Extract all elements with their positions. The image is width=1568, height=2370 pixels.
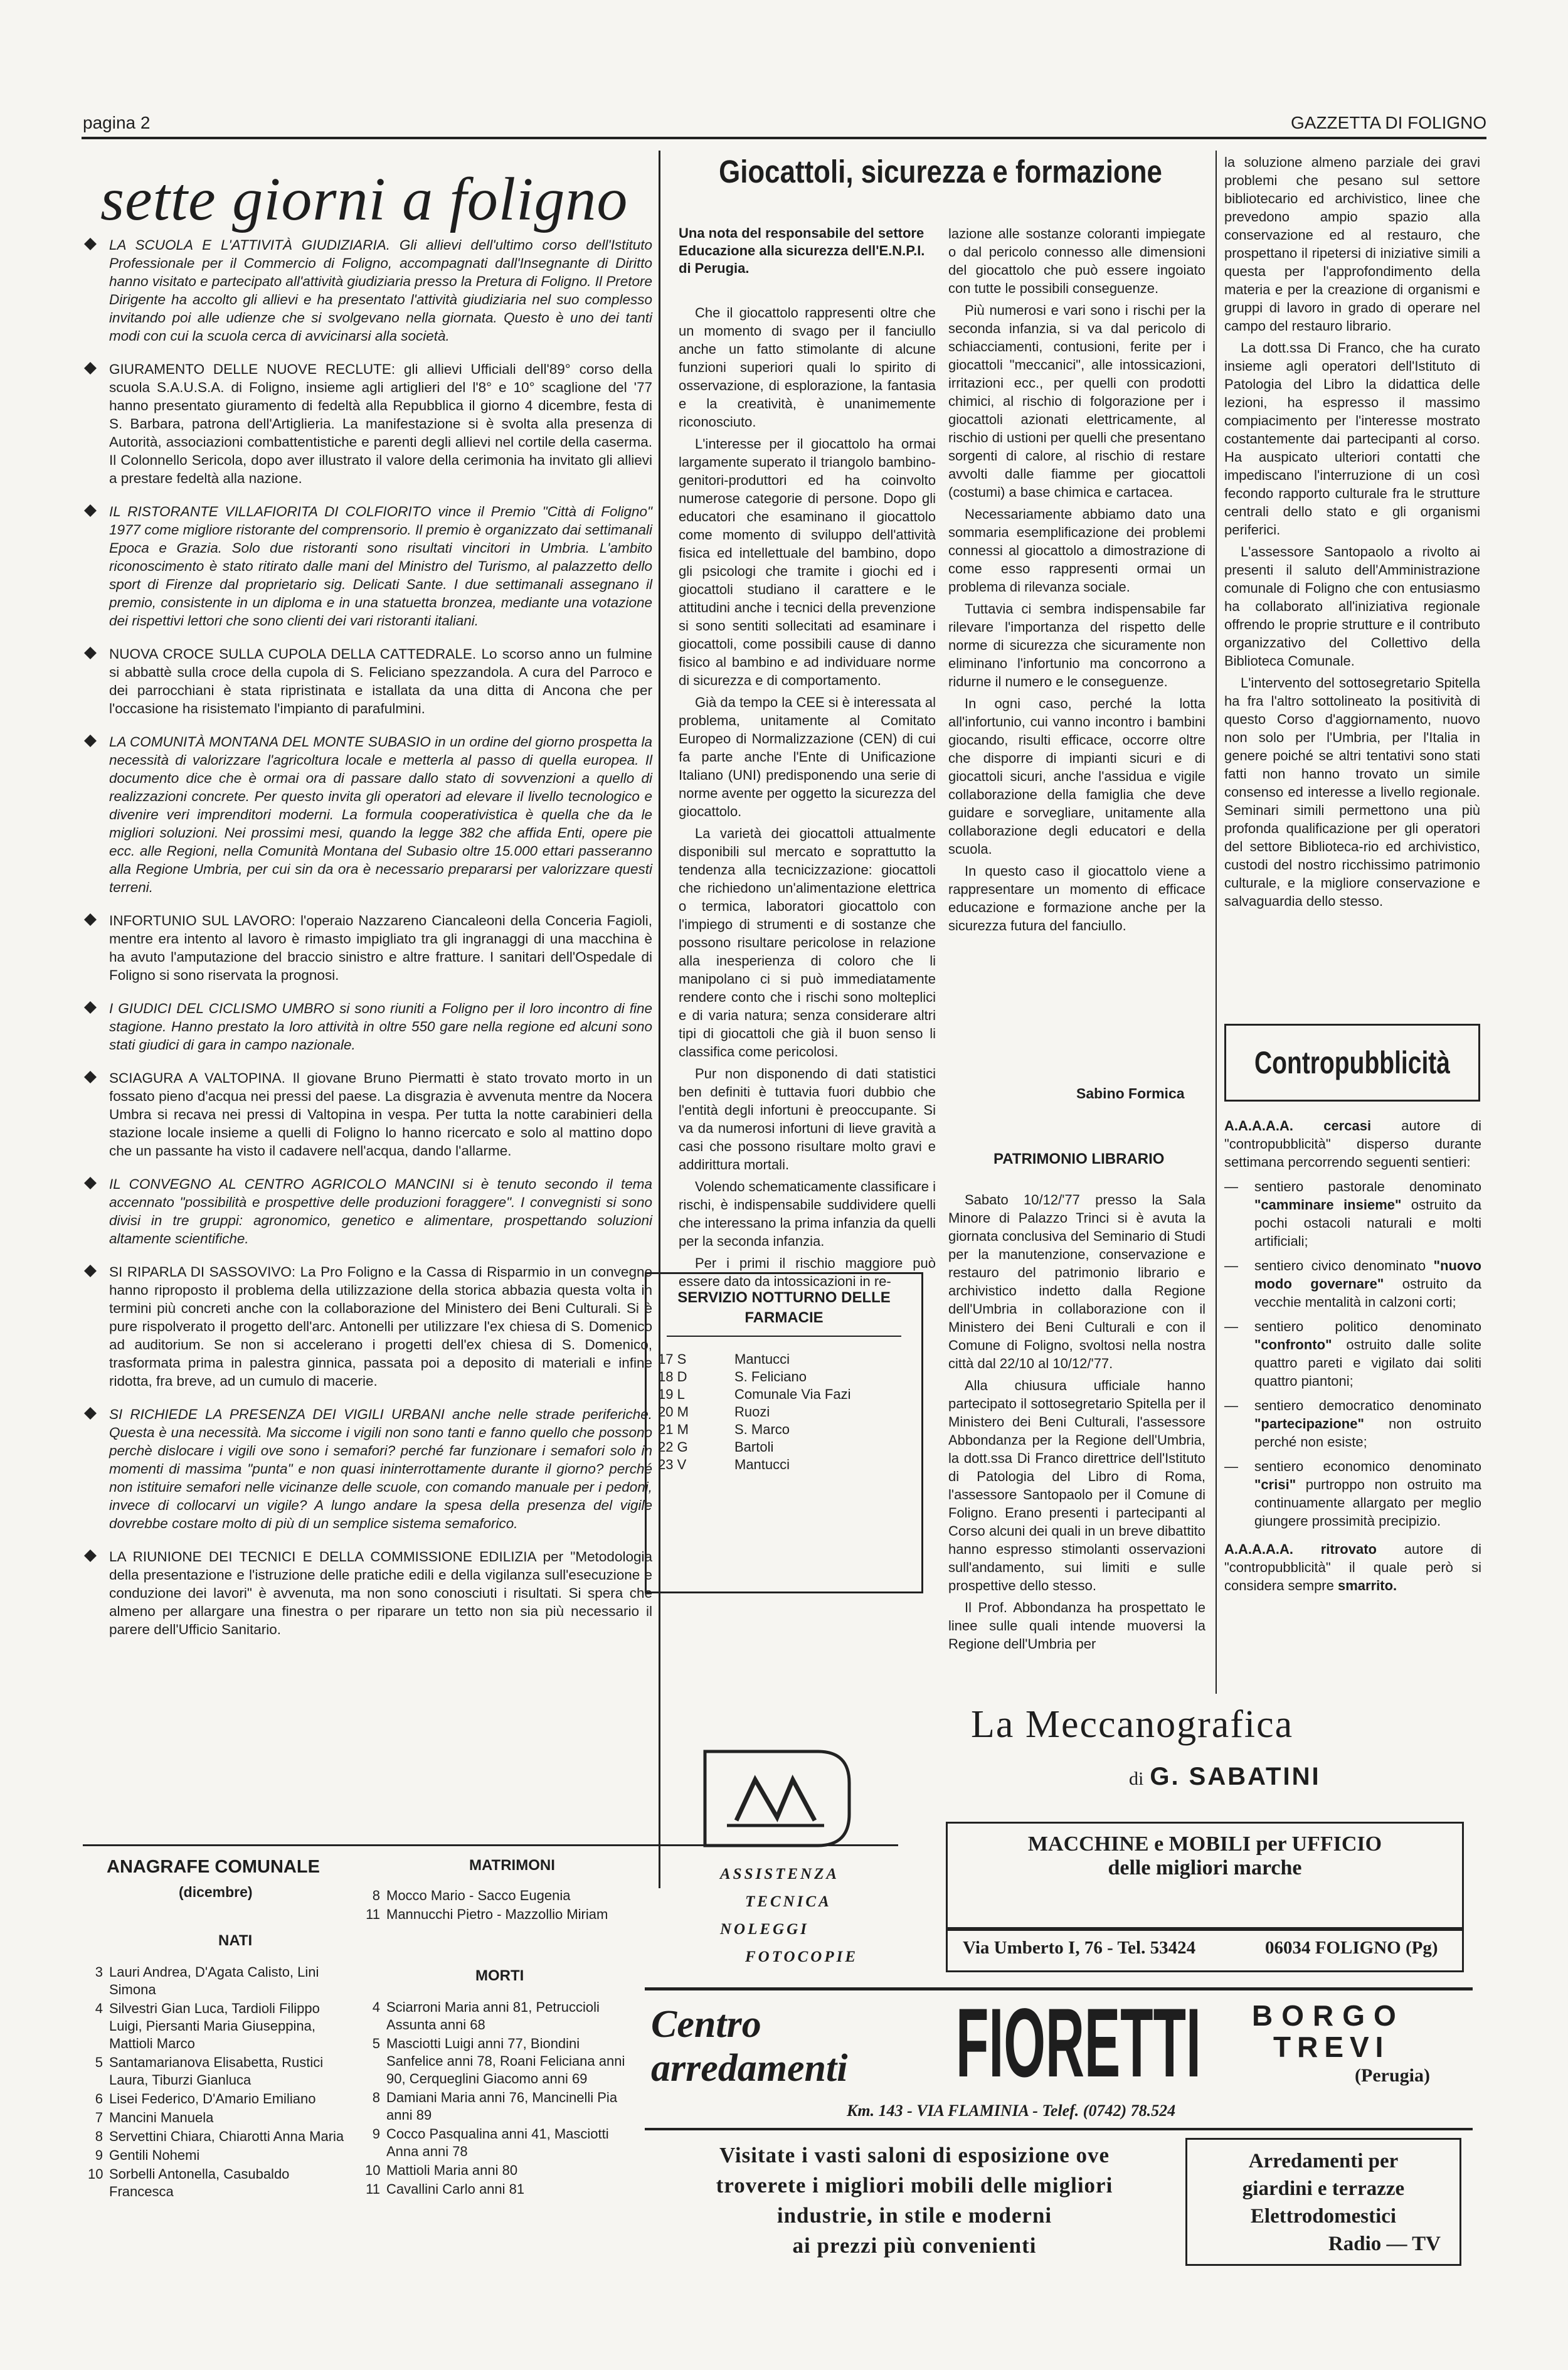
news-column: [83, 236, 652, 1654]
nati-day: 9: [95, 2147, 103, 2163]
nati-names: Lisei Federico, D'Amario Emiliano: [109, 2091, 316, 2107]
nati-names: Lauri Andrea, D'Agata Calisto, Lini Simona: [109, 1964, 319, 1997]
nati-entry: [88, 2165, 351, 2201]
item-bold: "partecipazione": [1254, 1416, 1364, 1432]
morti-day: 5: [372, 2036, 380, 2051]
contropubblicita-item: [1224, 1457, 1481, 1530]
paragraph: In questo caso il giocattolo viene a rappresentare un momento di efficace educazione e formazione anche per la sicurezza futura del fanciullo.: [948, 863, 1205, 933]
nati-entry: [88, 2054, 351, 2089]
morti-entry: [365, 2181, 628, 2198]
fioretti-trevi: TREVI: [1273, 2031, 1390, 2063]
item-pre: sentiero pastorale denominato: [1254, 1179, 1481, 1194]
pharmacy-day: 21 M: [658, 1421, 689, 1437]
nati-list: [88, 1963, 351, 2202]
column-divider-mid: [1216, 151, 1217, 1694]
ad-meccanografica-box-line1: MACCHINE e MOBILI per UFFICIO: [1027, 1832, 1382, 1856]
news-item-text: NUOVA CROCE SULLA CUPOLA DELLA CATTEDRALE. Lo scorso anno un fulmine si abbattè sulla croce della cupola di S. Feliciano spezzandola. A cura del Parroco e dei parrocchiani è stata ripristinata e istallata da una ditta di Ancona che per l'occasione ha risistemato l'impianto di parafulmini.: [109, 646, 652, 716]
pharmacy-day: 23 V: [658, 1457, 687, 1472]
fioretti-line: ai prezzi più convenienti: [792, 2233, 1037, 2258]
item-bold: "confronto": [1254, 1337, 1332, 1352]
nati-entry: [88, 2128, 351, 2145]
matrimoni-names: Mannucchi Pietro - Mazzollio Miriam: [386, 1906, 608, 1922]
ad-meccanografica-owner-name: G. SABATINI: [1150, 1763, 1321, 1790]
pharmacy-row: [654, 1456, 854, 1474]
dash-mark: —: [1224, 1319, 1238, 1334]
nati-names: Mancini Manuela: [109, 2110, 214, 2125]
news-item: [83, 1263, 652, 1390]
pharmacy-day: 19 L: [658, 1386, 685, 1402]
service-line: FOTOCOPIE: [745, 1948, 859, 1965]
fioretti-borgo: BORGO: [1252, 1999, 1405, 2032]
paragraph: L'intervento del sottosegretario Spitella ha fra l'altro sottolineato la positività di questo Corso d'aggiornamento, nuovo non solo per l'Umbria, per l'Italia in genere poiché se altri tentativi sono stati fatti non hanno trovato un simile consenso ed interesse a livello regionale. Seminari simili permettono una più profonda qualificazione per gli operatori del settore Biblioteca-rio ed archivistico, custodi del nostro ricchissimo patrimonio culturale, e la migliore conservazione e salvaguardia dello stesso.: [1224, 675, 1480, 909]
news-item: [83, 1548, 652, 1639]
news-item-text: IL RISTORANTE VILLAFIORITA DI COLFIORITO vince il Premio "Città di Foligno" 1977 come migliore ristorante del comprensorio. Il premio è organizzato dai settimanali Epoca e Grazia. Solo due ristoranti sono risultati vincitori in Umbria. L'ambito riconoscimento è stato ritirato dalle mani del Ministro del Turismo, al palazzetto dello sport di Firenze dal proprietario sig. Delicati Sante. I due settimanali assegnano il premio, consistente in un diploma e in una statuetta bronzea, mediante una votazione dei rispettivi lettori che sono clienti dei vari ristoranti italiani.: [109, 504, 652, 629]
news-item: [83, 1175, 652, 1248]
ad-meccanografica-di: di: [1129, 1768, 1144, 1789]
dash-mark: —: [1224, 1179, 1238, 1194]
pharmacy-row: [654, 1368, 854, 1386]
ad-meccanografica-owner: [1129, 1762, 1321, 1791]
dash-mark: —: [1224, 1398, 1238, 1413]
fioretti-box-2: giardini e terrazze: [1242, 2177, 1405, 2200]
morti-names: Mattioli Maria anni 80: [386, 2162, 518, 2178]
pharmacy-name: Mantucci: [734, 1457, 790, 1472]
patrimonio-column-1: [948, 1191, 1205, 1657]
article-column-2: [948, 225, 1205, 938]
diamond-bullet-icon: [84, 238, 97, 250]
contropubblicita-items: [1224, 1177, 1481, 1530]
contropubblicita-item: [1224, 1396, 1481, 1451]
pharmacy-name: S. Feliciano: [734, 1369, 807, 1384]
nati-day: 7: [95, 2110, 103, 2125]
fioretti-line: Visitate i vasti saloni di esposizione ove: [719, 2143, 1110, 2167]
patrimonio-title: PATRIMONIO LIBRARIO: [993, 1150, 1165, 1167]
article-author: Sabino Formica: [1076, 1085, 1185, 1102]
nati-names: Santamarianova Elisabetta, Rustici Laura, Tiburzi Gianluca: [109, 2054, 324, 2088]
morti-day: 4: [372, 1999, 380, 2015]
contropubblicita-title-box: [1224, 1024, 1480, 1102]
news-item-text: I GIUDICI DEL CICLISMO UMBRO si sono riuniti a Foligno per il loro incontro di fine stagione. Hanno prestato la loro attività in oltre 550 gare nella regione ed alcuni sono stati giudici di gara in campo nazionale.: [109, 1001, 652, 1053]
nati-day: 8: [95, 2128, 103, 2144]
news-item: [83, 911, 652, 984]
morti-names: Sciarroni Maria anni 81, Petruccioli Assunta anni 68: [386, 1999, 600, 2033]
ad-meccanografica-city: 06034 FOLIGNO (Pg): [1265, 1938, 1438, 1958]
pharmacy-name: S. Marco: [734, 1421, 790, 1437]
paragraph: L'assessore Santopaolo a rivolto ai presenti il saluto dell'Amministrazione comunale di Foligno che con entusiasmo ha collaborato all'iniziativa regionale offrendo le proprie strutture e il contributo organizzativo del Collettivo della Biblioteca Comunale.: [1224, 544, 1480, 669]
anagrafe-subtitle: (dicembre): [179, 1884, 253, 1900]
fioretti-text: [651, 2140, 1178, 2261]
pharmacy-name: Mantucci: [734, 1351, 790, 1367]
contropubblicita-title: Contropubblicità: [1254, 1045, 1450, 1080]
news-item: [83, 1069, 652, 1160]
matrimoni-day: 11: [366, 1906, 380, 1922]
nati-entry: [88, 2000, 351, 2053]
fioretti-mid-rule: [645, 2128, 1473, 2130]
paragraph: La varietà dei giocattoli attualmente disponibili sul mercato e soprattutto la tendenza alla tecnicizzazione: giocattoli che richiedono un'alimentazione elettrica o termica, laboratori giocattolo con l'impiego di strumenti e di sostanze che possono risultare pericolose in relazione alla inesperienza di coloro che li manipolano ci si può immediatamente rendere conto che i rischi sono molteplici e di varia natura; senza considerare altri tipi di giocattoli che già il buon senso li classifica come pericolosi.: [679, 826, 936, 1060]
morti-names: Masciotti Luigi anni 77, Biondini Sanfelice anni 78, Roani Feliciana anni 90, Cerqueglini Giacomo anni 69: [386, 2036, 625, 2086]
header-rule: [82, 137, 1486, 139]
contropubblicita-body: [1224, 1117, 1481, 1598]
nati-day: 10: [88, 2166, 103, 2182]
nati-day: 6: [95, 2091, 103, 2107]
pharmacy-row: [654, 1386, 854, 1403]
ad-meccanografica-box: [946, 1822, 1464, 1931]
morti-entry: [365, 1999, 628, 2034]
matrimoni-title: MATRIMONI: [469, 1857, 555, 1874]
morti-entry: [365, 2035, 628, 2088]
paragraph: Già da tempo la CEE si è interessata al problema, unitamente al Comitato Europeo di Normalizzazione (CEN) di cui fa parte anche l'Ente di Unificazione Italiano (UNI) predisponendo una serie di norme avente per oggetto la sicurezza del giocattolo.: [679, 694, 936, 819]
morti-day: 8: [372, 2090, 380, 2105]
paragraph: Il Prof. Abbondanza ha prospettato le linee sulle quali intende muoversi la Regione dell'Umbria per: [948, 1600, 1205, 1652]
ad-meccanografica-address: Via Umberto I, 76 - Tel. 53424: [963, 1938, 1196, 1958]
diamond-bullet-icon: [84, 1265, 97, 1277]
diamond-bullet-icon: [84, 504, 97, 517]
diamond-bullet-icon: [84, 1001, 97, 1014]
contropubblicita-outro-end: smarrito.: [1338, 1578, 1397, 1593]
pharmacy-name: Bartoli: [734, 1439, 774, 1455]
column-divider-left: [659, 151, 660, 1888]
paragraph: Più numerosi e vari sono i rischi per la seconda infanzia, si va dal pericolo di schiacciamenti, contusioni, ferite per i giocattoli "meccanici", alle intossicazioni, irritazioni ecc., per quelli con prodotti chimici, al rischio di folgorazione per i giocattoli azionati elettricamente, al rischio di ustioni per quelli che presentano sorgenti di calore, al rischio di restare avvolti dalle fiamme per giocattoli (costumi) a base chimica e cartacea.: [948, 302, 1205, 500]
ad-meccanografica-box-line2: delle migliori marche: [1108, 1856, 1302, 1879]
morti-day: 10: [365, 2162, 381, 2178]
diamond-bullet-icon: [84, 1177, 97, 1189]
news-item-text: GIURAMENTO DELLE NUOVE RECLUTE: gli allievi Ufficiali dell'89° corso della scuola S.A.U.S.A. di Foligno, insieme agli artiglieri del l'8° e 10° scaglione del '77 hanno presentato giuramento di fedeltà alla Repubblica il giorno 4 dicembre, festa di S. Barbara, patrona dell'Artiglieria. La manifestazione si è svolta alla presenza di Autorità, associazioni combattentistiche e parenti degli allievi nel cortile della caserma. Il Colonnello Sericola, dopo aver illustrato il valore della cerimonia ha invitato gli allievi a prestare fedeltà alla nazione.: [109, 361, 652, 486]
fioretti-left-2: arredamenti: [651, 2047, 848, 2090]
pharmacy-day: 22 G: [658, 1439, 688, 1455]
section-title: sette giorni a foligno: [100, 166, 628, 233]
contropubblicita-intro: autore di "contropubblicità" disperso durante settimana percorrendo seguenti sentieri:: [1224, 1118, 1481, 1170]
item-pre: sentiero politico denominato: [1254, 1319, 1481, 1334]
contropubblicita-item: [1224, 1257, 1481, 1311]
morti-list: [365, 1999, 628, 2199]
news-item: [83, 645, 652, 718]
paper-name: GAZZETTA DI FOLIGNO: [1291, 113, 1487, 132]
news-item-text: SI RIPARLA DI SASSOVIVO: La Pro Foligno e la Cassa di Risparmio in un convegno hanno riproposto il problema della utilizzazione della storica abbazia questa volta in termini più concreti anche con la collaborazione del Ministero dei Beni Culturali. Si è pure rispolverato il progetto dell'arc. Antonelli per utilizzare l'ex chiesa di S. Domenico ad auditorium. Se non si accelerano i progetti dell'ex chiesa di S. Domenico, trasformata prima in palestra ginnica, passata poi a deposito di materiali e infine ridotta, fra breve, ad un cumulo di macerie.: [109, 1264, 652, 1389]
item-post: ostruito da vecchie mentalità in calzoni corti;: [1254, 1276, 1481, 1310]
diamond-bullet-icon: [84, 647, 97, 659]
diamond-bullet-icon: [84, 1071, 97, 1083]
news-item-text: INFORTUNIO SUL LAVORO: l'operaio Nazzareno Ciancaleoni della Conceria Fagioli, mentre era intento al lavoro è rimasto impigliato tra gli ingranaggi di una macchina è ha avuto l'amputazione del braccio sinistro e altre fratture. I sanitari dell'Ospedale di Foligno si sono riservata la prognosi.: [109, 913, 652, 983]
morti-entry: [365, 2125, 628, 2160]
contropubblicita-item: [1224, 1177, 1481, 1250]
pharmacy-day: 20 M: [658, 1404, 689, 1420]
nati-names: Silvestri Gian Luca, Tardioli Filippo Luigi, Piersanti Maria Giuseppina, Mattioli Marco: [109, 2001, 320, 2051]
item-bold: "camminare insieme": [1254, 1197, 1402, 1213]
news-item: [83, 502, 652, 630]
pharmacy-day: 17 S: [658, 1351, 687, 1367]
item-pre: sentiero democratico denominato: [1254, 1398, 1481, 1413]
news-item-text: LA SCUOLA E L'ATTIVITÀ GIUDIZIARIA. Gli allievi dell'ultimo corso dell'Istituto Professionale per il Commercio di Foligno, accompagnati dall'Insegnante di Diritto hanno visitato e partecipato all'attività giudiziaria presso la Pretura di Foligno. Il Pretore Dirigente ha accolto gli allievi e ha presentato l'attività giudiziaria nel suo complesso invitando poi alle udienze che si svolgevano nella giornata. Questo è uno dei tanti modi con cui la scuola cerca di avvicinarsi alla società.: [109, 237, 653, 344]
paragraph: Alla chiusura ufficiale hanno partecipato il sottosegretario Spitella per il Ministero dei Beni Culturali, l'assessore Abbondanza per la Regione dell'Umbria, la dott.ssa Di Franco direttrice dell'Istituto di Patologia del Libro di Roma, l'assessore Santopaolo per il Comune di Foligno. Erano presenti i partecipanti al Corso alcuni dei quali in un breve dibattito hanno espresso stimolanti osservazioni sull'andamento, sui limiti e sulle prospettive dello stesso.: [948, 1378, 1205, 1593]
news-item-text: SI RICHIEDE LA PRESENZA DEI VIGILI URBANI anche nelle strade periferiche. Questa è una necessità. Ma siccome i vigili non sono tanti e fanno quello che possono perchè dislocare i vigili ove sono i semafori? perché far funzionare i semafori solo in momenti di massima "punta" e non quasi ininterrottamente durante il giorno? perché non istituire semafori nelle vicinanze delle scuole, con comando manuale per i pedoni, invece di collocarvi un vigile? A lungo andare la spesa della presenza del vigile dovrebbe costare molto di più di un semplice sistema semaforico.: [109, 1406, 652, 1531]
matrimoni-day: 8: [372, 1888, 380, 1903]
paragraph: lazione alle sostanze coloranti impiegate o dal pericolo connesso alle dimensioni del giocattolo che può essere ingoiato con tutte le possibili conseguenze.: [948, 226, 1205, 296]
contropubblicita-item: [1224, 1317, 1481, 1390]
paragraph: La dott.ssa Di Franco, che ha curato insieme agli operatori dell'Istituto di Patologia del Libro la didattica delle lezioni, ha espresso il massimo compiacimento per l'interesse mostrato costantemente dai partecipanti al corso. Ha auspicato ulteriori contatti che impediscano l'interruzione di un così fecondo rapporto culturale fra le strutture centrali dello stato e gli organismi periferici.: [1224, 340, 1480, 538]
ad-meccanografica-name: La Meccanografica: [971, 1703, 1294, 1746]
paragraph: Tuttavia ci sembra indispensabile far rilevare l'importanza del rispetto delle norme di sicurezza che sicuramente non eliminano l'infortunio ma concorrono a ridurne il numero e le conseguenze.: [948, 601, 1205, 689]
fioretti-perugia: (Perugia): [1355, 2065, 1430, 2086]
pharmacy-row: [654, 1438, 854, 1456]
news-item: [83, 360, 652, 487]
matrimoni-entry: [365, 1906, 628, 1923]
fioretti-box-1: Arredamenti per: [1248, 2150, 1399, 2172]
article-column-1: [679, 304, 936, 1294]
paragraph: Per i primi il rischio maggiore può essere dato da intossicazioni in re-: [679, 1255, 936, 1289]
ad-meccanografica-services: [720, 1861, 908, 1971]
news-item-text: LA RIUNIONE DEI TECNICI E DELLA COMMISSIONE EDILIZIA per "Metodologia della presentazione e l'istruzione delle pratiche edili e della vigilanza sull'esecuzione e conduzione dei lavori" è avvenuta, ma non sono conosciuti i risultati. Si spera che almeno per allargare una finestra o per riparare un tetto non sia più necessario il parere dell'Ufficio Sanitario.: [109, 1549, 652, 1637]
morti-names: Cocco Pasqualina anni 41, Masciotti Anna anni 78: [386, 2126, 609, 2159]
pharmacy-table: [654, 1351, 854, 1474]
news-item-text: SCIAGURA A VALTOPINA. Il giovane Bruno Piermatti è stato trovato morto in un fossato pieno d'acqua nei pressi del paese. La disgrazia è avvenuta mentre da Nocera Umbra si recava nei pressi di Valtopina in vespa. Per tutta la notte carabinieri della stazione locale insieme a quelli di Foligno lo hanno ricercato e solo al mattino dopo che un passante ha visto il cadavere nell'acqua, dando l'allarme.: [109, 1070, 652, 1159]
nati-names: Sorbelli Antonella, Casubaldo Francesca: [109, 2166, 290, 2199]
nati-entry: [88, 1963, 351, 1999]
morti-day: 9: [372, 2126, 380, 2142]
service-line: NOLEGGI: [720, 1921, 809, 1938]
nati-day: 4: [95, 2001, 103, 2016]
item-post: ostruito dalle solite quattro pareti e vigilato dai soliti quattro piantoni;: [1254, 1337, 1481, 1389]
news-item-text: IL CONVEGNO AL CENTRO AGRICOLO MANCINI si è tenuto secondo il tema accennato "possibilità e prospettive delle produzioni foraggere". I convegnisti si sono divisi in tre gruppi: agronomico, genetico e alimentare, prospettando soluzioni altamente scientifiche.: [109, 1176, 652, 1246]
nati-title: NATI: [218, 1932, 253, 1949]
item-post: purtroppo non ostruito ma continuamente allargato per meglio giungere prossimità precipizio.: [1254, 1477, 1481, 1529]
matrimoni-entry: [365, 1887, 628, 1905]
anagrafe-title: ANAGRAFE COMUNALE: [107, 1857, 320, 1877]
ad-meccanografica-logo: [692, 1745, 856, 1852]
item-bold: "nuovo modo governare": [1254, 1258, 1481, 1292]
diamond-bullet-icon: [84, 735, 97, 747]
diamond-bullet-icon: [84, 1549, 97, 1562]
patrimonio-column-2: [1224, 153, 1480, 914]
news-item: [83, 1405, 652, 1533]
contropubblicita-outro: autore di "contropubblicità" il quale però si considera sempre: [1224, 1541, 1481, 1593]
morti-title: MORTI: [475, 1967, 524, 1984]
contropubblicita-intro-bold: A.A.A.A.A. cercasi: [1224, 1118, 1372, 1134]
matrimoni-names: Mocco Mario - Sacco Eugenia: [386, 1888, 571, 1903]
paragraph: la soluzione almeno parziale dei gravi problemi che pesano sul settore bibliotecario ed archivistico, linee che prevedono ampio spazio alla conservazione ed al restauro, che prospettano il ripetersi di iniziative simili a questa per l'approfondimento della materia e per la creazione di organismi e gruppi di lavoro in grado di operare nel campo del restauro librario.: [1224, 154, 1480, 334]
paragraph: Necessariamente abbiamo dato una sommaria esemplificazione dei problemi connessi al giocattolo a dimostrazione di come esso rappresenti ormai un problema di rilevanza sociale.: [948, 506, 1205, 595]
fioretti-left-1: Centro: [651, 2003, 761, 2046]
news-item: [83, 999, 652, 1054]
fioretti-box-3: Elettrodomestici: [1250, 2205, 1397, 2228]
fioretti-brand: FIORETTI: [956, 1989, 1201, 2098]
diamond-bullet-icon: [84, 913, 97, 926]
service-line: ASSISTENZA: [720, 1866, 840, 1883]
pharmacy-name: Comunale Via Fazi: [734, 1386, 851, 1402]
article-title: Giocattoli, sicurezza e formazione: [719, 154, 1162, 189]
morti-entry: [365, 2089, 628, 2124]
paragraph: Sabato 10/12/'77 presso la Sala Minore di Palazzo Trinci si è avuta la giornata conclusiva del Seminario di Studi per la manutenzione, conservazione e restauro del patrimonio librario e archivistico indetto dalla Regione dell'Umbria in collaborazione con il Ministero dei Beni Culturali e con il Comune di Foligno, svoltosi nella nostra città dal 22/10 al 10/12/'77.: [948, 1192, 1205, 1371]
pharmacy-row: [654, 1421, 854, 1438]
morti-names: Cavallini Carlo anni 81: [386, 2181, 525, 2197]
contropubblicita-outro-bold: A.A.A.A.A. ritrovato: [1224, 1541, 1377, 1557]
fioretti-line: troverete i migliori mobili delle migliori: [716, 2173, 1113, 2197]
paragraph: Che il giocattolo rappresenti oltre che un momento di svago per il fanciullo anche un fatto stimolante di alcune funzioni superiori quali lo spirito di osservazione, di esplorazione, la fantasia e la creatività, è unanimemente riconosciuto.: [679, 305, 936, 430]
service-line: TECNICA: [745, 1893, 832, 1910]
fioretti-line: industrie, in stile e moderni: [776, 2203, 1052, 2228]
morti-names: Damiani Maria anni 76, Mancinelli Pia anni 89: [386, 2090, 618, 2123]
diamond-bullet-icon: [84, 362, 97, 375]
nati-day: 5: [95, 2054, 103, 2070]
pharmacy-row: [654, 1351, 854, 1368]
pharmacy-name: Ruozi: [734, 1404, 770, 1420]
paragraph: L'interesse per il giocattolo ha ormai largamente superato il triangolo bambino-genitori-produttori ed ha coinvolto numerose categorie di persone. Dopo gli educatori che esaminano il giocattolo come momento di sviluppo dell'attività fisica ed intellettuale del bambino, dopo gli psicologi che tramite i giochi ed i giocattoli studiano il carattere e le attitudini anche i tecnici della prevenzione si sono sentiti sollecitati ad esaminare i giocattoli, come possibili cause di danno fisico al bambino e ad individuare norme di sicurezza e di comportamento.: [679, 436, 936, 688]
nati-names: Servettini Chiara, Chiarotti Anna Maria: [109, 2128, 344, 2144]
paragraph: In ogni caso, perché la lotta all'infortunio, cui vanno incontro i bambini giocando, risulti efficace, occorre oltre che disporre di impianti sicuri e di giocattoli sicuri, anche l'assidua e vigile collaborazione della famiglia che deve guidare e sorvegliare, unitamente alla collaborazione degli educatori e della scuola.: [948, 696, 1205, 857]
nati-day: 3: [95, 1964, 103, 1980]
nati-entry: [88, 2147, 351, 2164]
news-item-text: LA COMUNITÀ MONTANA DEL MONTE SUBASIO in un ordine del giorno prospetta la necessità di valorizzare l'agricoltura locale e metterla al passo di quella europea. Il documento dice che è ormai ora di passare dallo stato di sovvenzioni a quello di realizzazioni concrete. Per questo invita gli operatori ad elevare il livello tecnologico e divenire veri imprenditori moderni. La formula cooperativistica è quella che da le migliori soluzioni. Nei prossimi mesi, quando la legge 382 che affida Enti, opere pie ecc. alle Regioni, nella Comunità Montana del Subasio oltre 15.000 ettari passeranno alla Regione Umbria, per cui sin da ora è necessario prepararsi per valorizzare questi terreni.: [109, 734, 652, 895]
paragraph: Pur non disponendo di dati statistici ben definiti è tuttavia fuori dubbio che l'entità degli infortuni è preoccupante. Si va da numerosi infortuni di lieve gravità a casi che possono risultare molto gravi e addirittura mortali.: [679, 1066, 936, 1172]
morti-entry: [365, 2162, 628, 2179]
nati-names: Gentili Nohemi: [109, 2147, 200, 2163]
paragraph: Volendo schematicamente classificare i rischi, è indispensabile suddividere quelli che interessano la prima infanzia da quelli per la seconda infanzia.: [679, 1179, 936, 1249]
item-bold: "crisi": [1254, 1477, 1296, 1492]
page-number: pagina 2: [83, 113, 151, 132]
morti-day: 11: [366, 2181, 380, 2197]
nati-entry: [88, 2109, 351, 2127]
item-post: ostruito da pochi ostacoli naturali e molti artificiali;: [1254, 1197, 1481, 1249]
news-item: [83, 236, 652, 345]
dash-mark: —: [1224, 1459, 1238, 1474]
item-post: non ostruito perché non esiste;: [1254, 1416, 1481, 1450]
article-lead: Una nota del responsabile del settore Educazione alla sicurezza dell'E.N.P.I. di Perugia.: [679, 225, 925, 276]
ad-meccanografica-address-box: [946, 1927, 1464, 1972]
item-pre: sentiero economico denominato: [1254, 1459, 1481, 1474]
dash-mark: —: [1224, 1258, 1238, 1273]
matrimoni-list: [365, 1887, 628, 1925]
fioretti-box: [1185, 2138, 1461, 2266]
pharmacy-row: [654, 1403, 854, 1421]
item-pre: sentiero civico denominato: [1254, 1258, 1434, 1273]
pharmacy-box: [645, 1272, 923, 1593]
pharmacy-title: SERVIZIO NOTTURNO DELLE FARMACIE: [677, 1289, 891, 1326]
meccanografica-logo-icon: [692, 1745, 856, 1852]
nati-entry: [88, 2090, 351, 2108]
diamond-bullet-icon: [84, 1407, 97, 1420]
news-item: [83, 733, 652, 896]
pharmacy-day: 18 D: [658, 1369, 687, 1384]
fioretti-box-4: Radio — TV: [1328, 2233, 1441, 2255]
fioretti-address: Km. 143 - VIA FLAMINIA - Telef. (0742) 78.524: [847, 2102, 1176, 2120]
